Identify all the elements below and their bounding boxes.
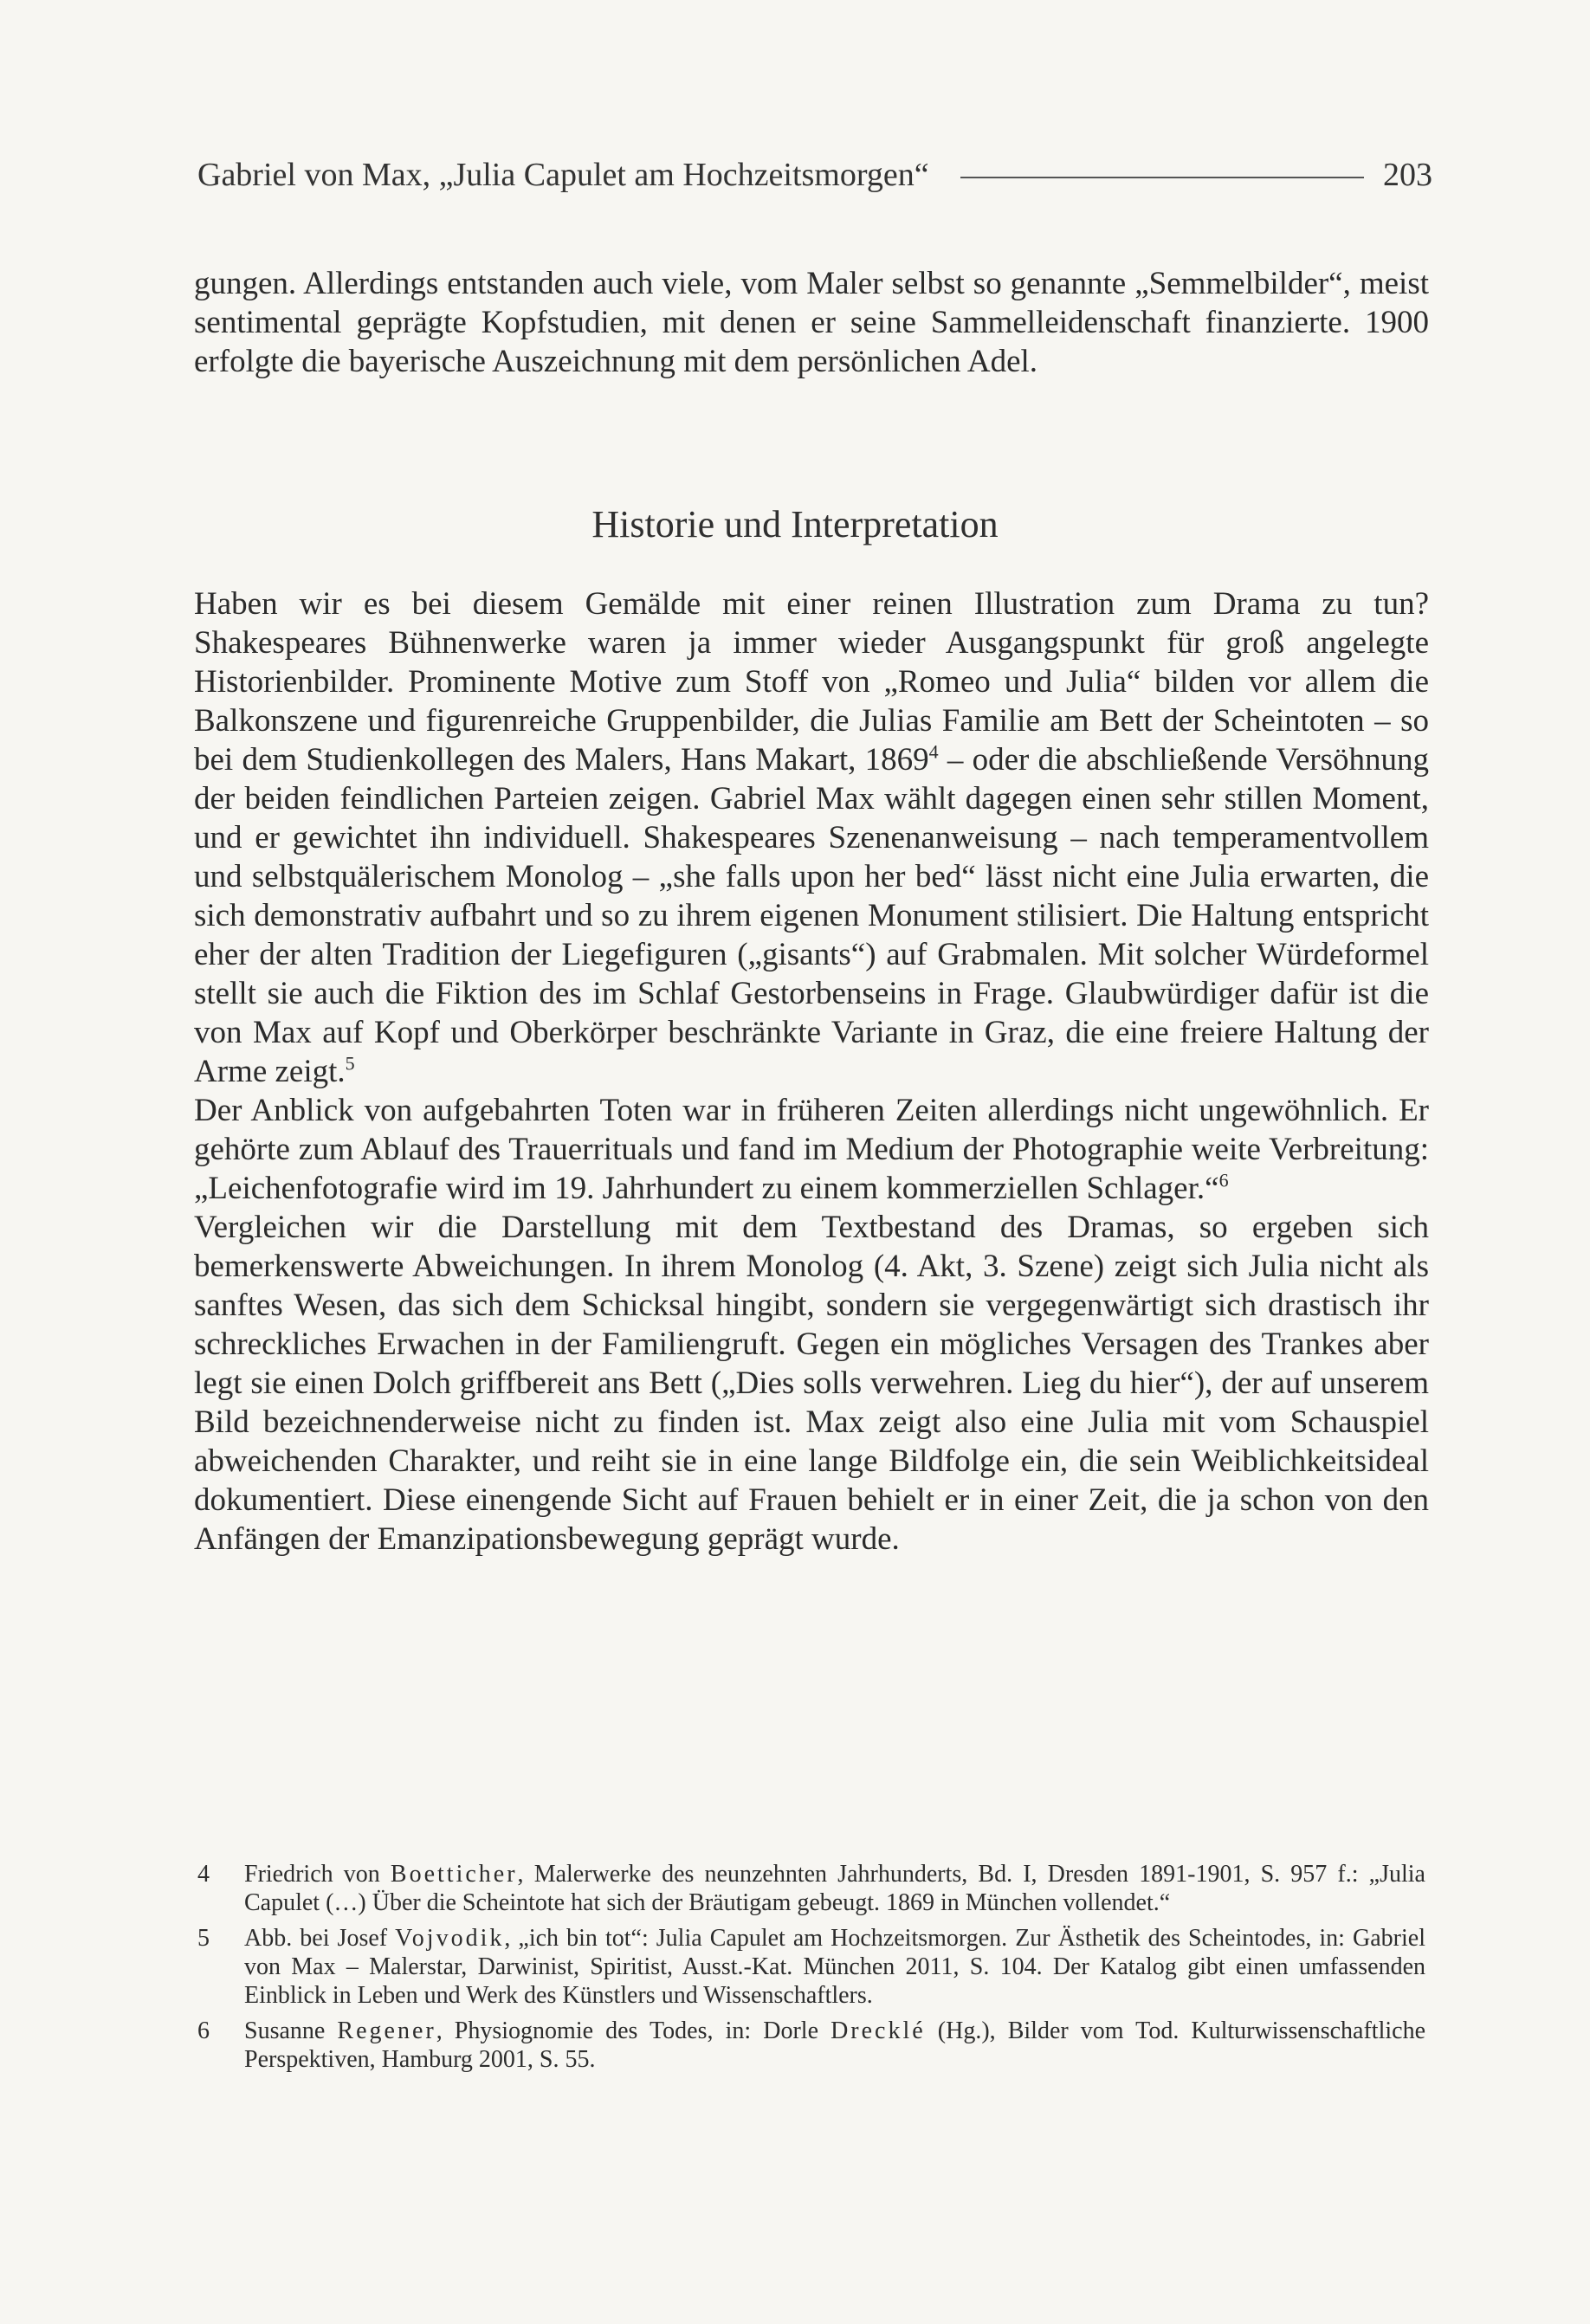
page-number: 203 — [1383, 157, 1432, 193]
footnotes — [197, 1860, 1425, 2081]
running-head — [197, 156, 1432, 194]
section-body — [194, 584, 1429, 1559]
footnote-number: 6 — [197, 2017, 210, 2044]
footnote-text: Friedrich von Boetticher, Malerwerke des neunzehnten Jahrhunderts, Bd. I, Dresden 1891-1901, S. 957 f.: „Julia Capulet (…) Über die Scheintote hat sich der Bräutigam gebeugt. 1869 in München vollendet.“ — [244, 1861, 1425, 1916]
footnote-number: 4 — [197, 1861, 210, 1888]
paragraph-3: Vergleichen wir die Darstellung mit dem Textbestand des Dramas, so ergeben sich bemerkenswerte Abweichungen. In ihrem Monolog (4. Akt, 3. Szene) zeigt sich Julia nicht als sanftes Wesen, das sich dem Schicksal hingibt, sondern sie vergegenwärtigt sich drastisch ihr schreckliches Erwachen in der Familiengruft. Gegen ein mögliches Versagen des Trankes aber legt sie einen Dolch griffbereit ans Bett („Dies solls verwehren. Lieg du hier“), der auf unserem Bild bezeichnenderweise nicht zu finden ist. Max zeigt also eine Julia mit vom Schauspiel abweichenden Charakter, und reiht sie in eine lange Bildfolge ein, die sein Weiblichkeitsideal dokumentiert. Diese einengende Sicht auf Frauen behielt er in einer Zeit, die ja schon von den Anfängen der Emanzipationsbewegung geprägt wurde. — [194, 1210, 1429, 1557]
footnote-ref-6: 6 — [1218, 1169, 1229, 1191]
running-title: Gabriel von Max, „Julia Capulet am Hochzeitsmorgen“ — [197, 157, 929, 193]
footnote-5 — [197, 1924, 1425, 2010]
footnote-ref-5: 5 — [345, 1052, 355, 1075]
header-rule — [960, 177, 1364, 178]
footnote-text: Susanne Regener, Physiognomie des Todes, in: Dorle Drecklé (Hg.), Bilder vom Tod. Kulturwissenschaftliche Perspektiven, Hamburg 2001, S. 55. — [244, 2017, 1425, 2073]
footnote-number: 5 — [197, 1925, 210, 1952]
continued-paragraph: gungen. Allerdings entstanden auch viele, vom Maler selbst so genannte „Semmelbilder“, meist sentimental geprägte Kopfstudien, mit denen er seine Sammelleidenschaft finanzierte. 1900 erfolgte die bayerische Auszeichnung mit dem persönlichen Adel. — [194, 266, 1429, 379]
footnote-4 — [197, 1860, 1425, 1917]
footnote-ref-4: 4 — [928, 740, 939, 763]
paragraph-1: Haben wir es bei diesem Gemälde mit einer reinen Illustration zum Drama zu tun? Shakespeares Bühnenwerke waren ja immer wieder Ausgangspunkt für groß angelegte Historienbilder. Prominente Motive zum Stoff von „Romeo und Julia“ bilden vor allem die Balkonszene und figurenreiche Gruppenbilder, die Julias Familie am Bett der Scheintoten – so bei dem Studienkollegen des Malers, Hans Makart, 1869$^4$ – oder die abschließende Versöhnung der beiden feindlichen Parteien zeigen. Gabriel Max wählt dagegen einen sehr stillen Moment, und er gewichtet ihn individuell. Shakespeares Szenenanweisung – nach temperamentvollem und selbstquälerischem Monolog – „she falls upon her bed“ lässt nicht eine Julia erwarten, die sich demonstrativ aufbahrt und so zu ihrem eigenen Monument stilisiert. Die Haltung entspricht eher der alten Tradition der Liegefiguren („gisants“) auf Grabmalen. Mit solcher Würdeformel stellt sie auch die Fiktion des im Schlaf Gestorbenseins in Frage. Glaubwürdiger dafür ist die von Max auf Kopf und Oberkörper beschränkte Variante in Graz, die eine freiere Haltung der Arme zeigt.$^5$ — [194, 586, 1429, 1089]
section-heading: Historie und Interpretation — [591, 503, 999, 545]
footnote-6 — [197, 2017, 1425, 2074]
footnote-text: Abb. bei Josef Vojvodik, „ich bin tot“: Julia Capulet am Hochzeitsmorgen. Zur Ästhetik des Scheintodes, in: Gabriel von Max – Malerstar, Darwinist, Spiritist, Ausst.-Kat. München 2011, S. 104. Der Katalog gibt einen umfassenden Einblick in Leben und Werk des Künstlers und Wissenschaftlers. — [244, 1925, 1425, 2009]
paragraph-2: Der Anblick von aufgebahrten Toten war in früheren Zeiten allerdings nicht ungewöhnlich. Er gehörte zum Ablauf des Trauerrituals und fand im Medium der Photographie weite Verbreitung: „Leichenfotografie wird im 19. Jahrhundert zu einem kommerziellen Schlager.“$^6$ — [194, 1093, 1429, 1206]
